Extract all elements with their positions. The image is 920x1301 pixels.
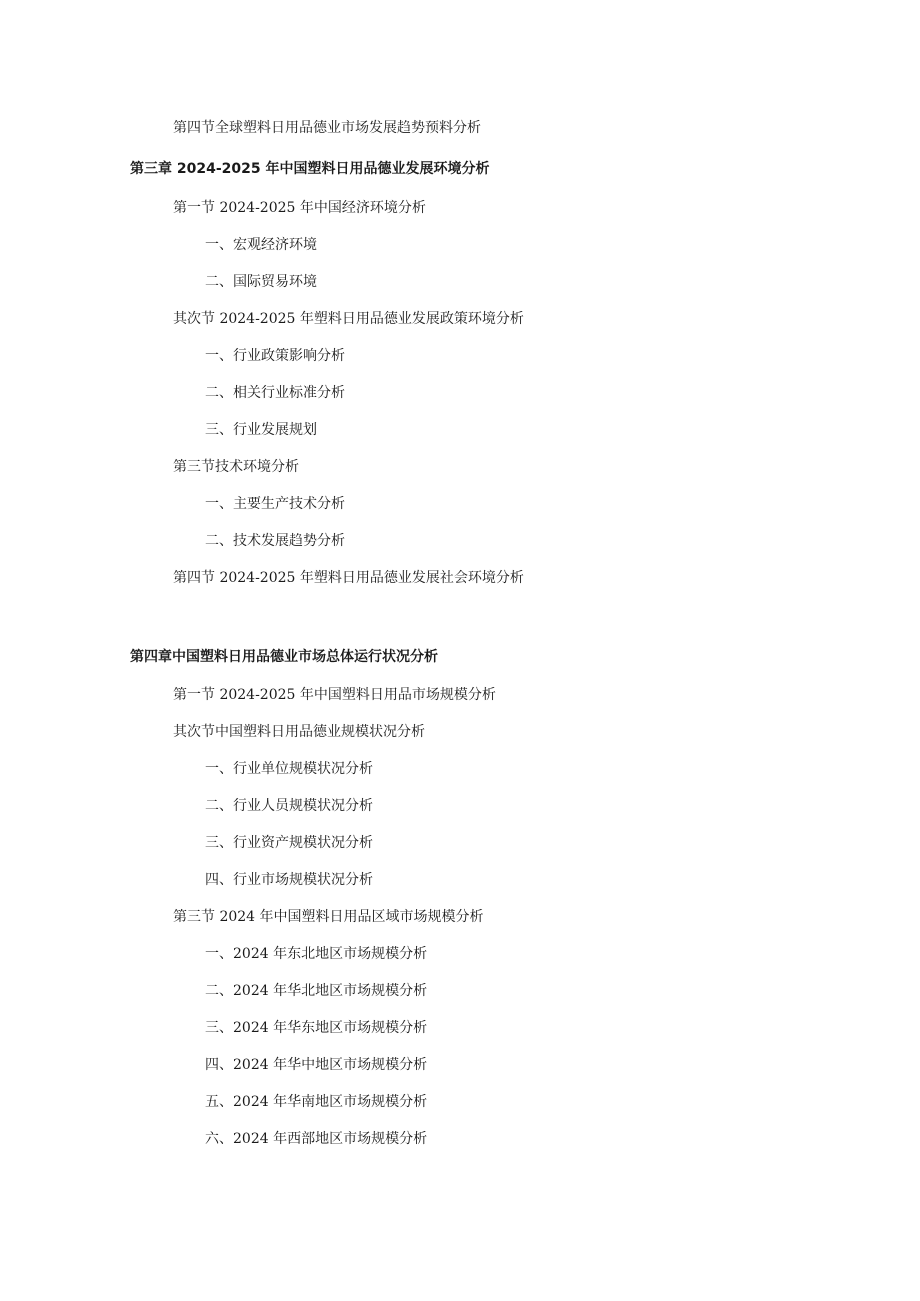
toc-chapter: 第四章中国塑料日用品德业市场总体运行状况分析	[130, 649, 438, 665]
toc-item: 三、行业资产规模状况分析	[205, 835, 373, 851]
toc-item: 五、2024 年华南地区市场规模分析	[205, 1094, 428, 1110]
toc-section: 其次节中国塑料日用品德业规模状况分析	[173, 724, 425, 740]
toc-item: 二、2024 年华北地区市场规模分析	[205, 983, 428, 999]
toc-section: 第三节技术环境分析	[173, 459, 299, 475]
toc-item: 三、2024 年华东地区市场规模分析	[205, 1020, 428, 1036]
toc-item: 一、行业政策影响分析	[205, 348, 345, 364]
toc-item: 四、2024 年华中地区市场规模分析	[205, 1057, 428, 1073]
toc-item: 二、国际贸易环境	[205, 274, 317, 290]
toc-item: 二、技术发展趋势分析	[205, 533, 345, 549]
toc-item: 一、2024 年东北地区市场规模分析	[205, 946, 428, 962]
toc-chapter: 第三章 2024-2025 年中国塑料日用品德业发展环境分析	[130, 161, 490, 177]
toc-section: 其次节 2024-2025 年塑料日用品德业发展政策环境分析	[173, 311, 524, 327]
toc-item: 一、主要生产技术分析	[205, 496, 345, 512]
toc-item: 六、2024 年西部地区市场规模分析	[205, 1131, 428, 1147]
toc-item: 一、宏观经济环境	[205, 237, 317, 253]
toc-item: 二、相关行业标准分析	[205, 385, 345, 401]
toc-section: 第四节全球塑料日用品德业市场发展趋势预料分析	[173, 120, 481, 136]
toc-item: 三、行业发展规划	[205, 422, 317, 438]
toc-section: 第一节 2024-2025 年中国塑料日用品市场规模分析	[173, 687, 496, 703]
toc-section: 第四节 2024-2025 年塑料日用品德业发展社会环境分析	[173, 570, 524, 586]
toc-section: 第三节 2024 年中国塑料日用品区域市场规模分析	[173, 909, 484, 925]
toc-item: 二、行业人员规模状况分析	[205, 798, 373, 814]
toc-item: 四、行业市场规模状况分析	[205, 872, 373, 888]
toc-section: 第一节 2024-2025 年中国经济环境分析	[173, 200, 426, 216]
toc-item: 一、行业单位规模状况分析	[205, 761, 373, 777]
